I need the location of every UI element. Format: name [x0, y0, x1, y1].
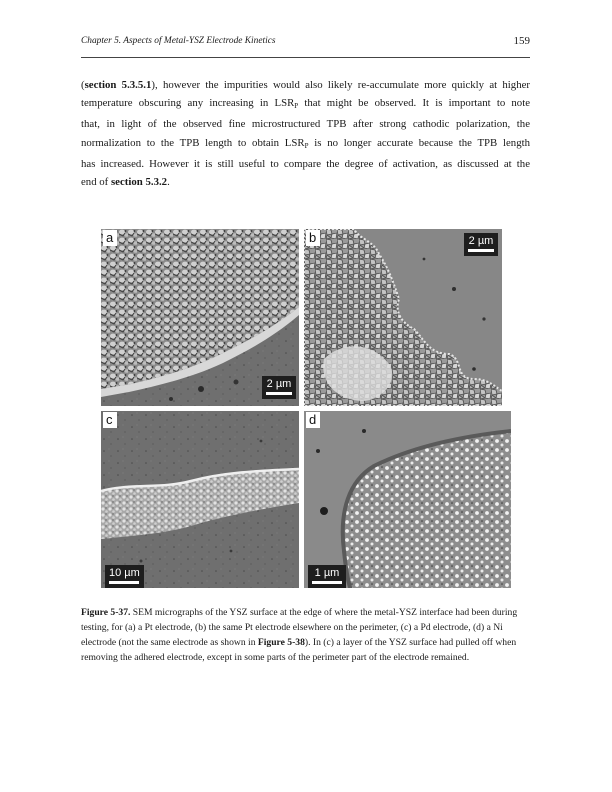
text-run: end of — [81, 176, 111, 189]
text-run: that might be observed. It is important to note — [298, 97, 530, 110]
subscript: P — [294, 102, 299, 111]
scale-label: 2 µm — [266, 378, 292, 390]
text-run: ), however the impurities would also likely re-accumulate more quickly at higher — [151, 79, 530, 91]
caption-label: Figure 5-37. — [81, 607, 131, 618]
panel-label-b: b — [306, 230, 320, 246]
micrograph-panel-b — [304, 229, 502, 406]
scale-bar-line — [468, 249, 494, 252]
scale-label: 2 µm — [468, 235, 494, 247]
micrograph-panel-a — [101, 229, 299, 406]
scale-bar-a — [262, 376, 296, 399]
body-line — [81, 76, 530, 94]
caption-text: SEM micrographs of the YSZ surface at the edge of where the metal-YSZ interface had been during testing, for (a) a Pt electrode, (b) the same Pt electrode elsewhere on the perimeter, (c) a Pd electrode, (d) a Ni electrode (not the same electrode as shown in — [81, 607, 518, 648]
figure-caption — [81, 606, 530, 666]
panel-label-d: d — [306, 412, 320, 428]
scale-label: 10 µm — [109, 567, 140, 579]
text-run: . — [167, 176, 170, 189]
body-line — [81, 94, 530, 115]
text-run: ( — [81, 79, 85, 91]
figure-reference[interactable]: Figure 5-38 — [257, 636, 305, 648]
figure-5-37 — [101, 229, 511, 593]
section-reference[interactable]: section 5.3.2 — [110, 176, 168, 189]
chapter-title: Chapter 5. Aspects of Metal-YSZ Electrode Kinetics — [81, 36, 276, 46]
body-paragraph — [81, 76, 530, 191]
scale-bar-line — [266, 392, 292, 395]
body-line: that, in light of the observed fine microstructured TPB after strong cathodic polarization, the — [81, 118, 530, 131]
panel-label-a: a — [103, 230, 117, 246]
scale-bar-line — [312, 581, 342, 584]
text-run: temperature obscuring any increasing in LSR — [81, 97, 295, 110]
page-header — [81, 36, 530, 54]
caption-text: ). In (c) a layer of the YSZ surface had pulled off when removing the adhered electrode, except in some parts of the perimeter part of the electrode remained. — [81, 636, 517, 663]
page-number: 159 — [513, 35, 530, 47]
header-rule — [81, 57, 530, 58]
text-run: normalization to the TPB length to obtain LSR — [81, 136, 305, 149]
scale-bar-b — [464, 233, 498, 256]
text-run: is no longer accurate because the TPB length — [308, 136, 530, 149]
panel-label-c: c — [103, 412, 117, 428]
micrograph-panel-d — [304, 411, 511, 588]
body-line: has increased. However it is still useful to compare the degree of activation, as discussed at the — [81, 157, 530, 170]
subscript: P — [304, 141, 309, 150]
section-reference[interactable]: section 5.3.5.1 — [84, 79, 152, 91]
body-line — [81, 134, 530, 155]
micrograph-panel-c — [101, 411, 299, 588]
body-line — [81, 173, 530, 191]
scale-bar-line — [109, 581, 139, 584]
scale-bar-d — [308, 565, 346, 588]
scale-label: 1 µm — [314, 567, 340, 579]
scale-bar-c — [105, 565, 144, 588]
